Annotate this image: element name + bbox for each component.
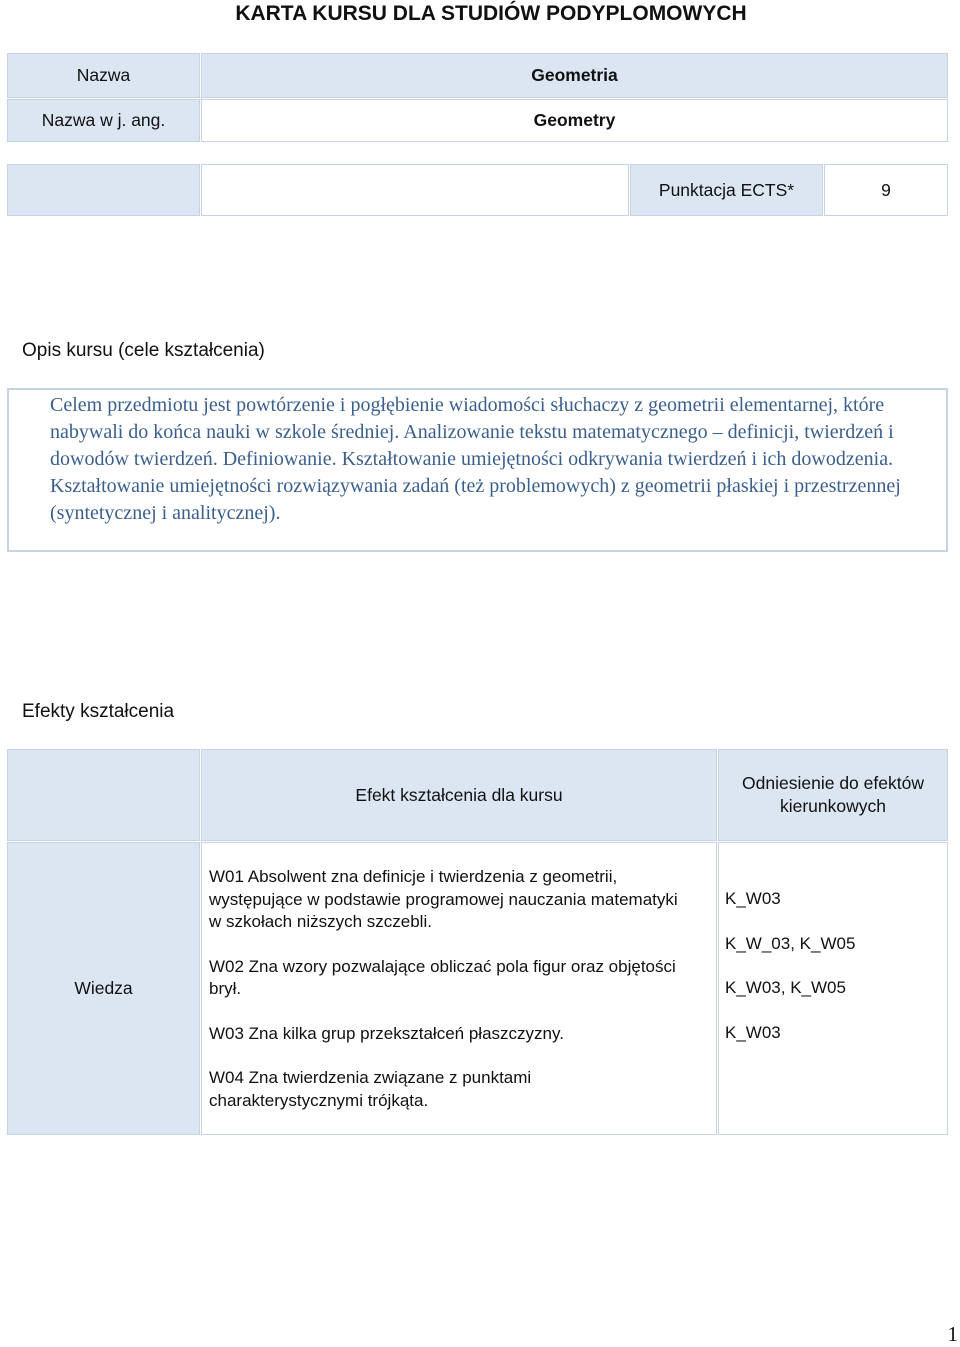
reference-item: K_W03 [725,889,781,908]
description-text-3: Kształtowanie umiejętności rozwiązywania zadań (też problemowych) z geometrii płaskiej i przestrzennej (syntetycznej i analitycznej). [50,475,901,524]
effects-list [201,842,717,1135]
description-box [7,388,948,552]
effect-item: W04 Zna twierdzenia związane z punktami charakterystycznymi trójkąta. [209,1068,532,1110]
ects-value: 9 [824,164,948,216]
effect-item: W03 Zna kilka grup przekształceń płaszczyzny. [209,1023,564,1043]
page-number: 1 [947,1322,958,1346]
course-name-value: Geometria [201,53,948,98]
effects-category: Wiedza [7,842,200,1135]
course-name-label: Nazwa [7,53,200,98]
effect-item: W01 Absolwent zna definicje i twierdzenia z geometrii, występujące w podstawie programowej nauczania matematyki w szkołach niższych szczebli. [209,867,678,931]
ects-spacer-cell [201,164,629,216]
references-list [718,842,948,1135]
effect-item: W02 Zna wzory pozwalające obliczać pola figur oraz objętości brył. [209,956,676,998]
ects-label: Punktacja ECTS* [630,164,823,216]
effects-heading: Efekty kształcenia [22,701,175,722]
reference-item: K_W03 [725,1022,781,1042]
effects-header-empty [7,749,200,841]
reference-item: K_W03, K_W05 [725,978,846,997]
page-title: KARTA KURSU DLA STUDIÓW PODYPLOMOWYCH [235,2,747,25]
effects-header-effect: Efekt kształcenia dla kursu [201,749,717,841]
description-heading: Opis kursu (cele kształcenia) [22,340,265,361]
description-text-2: Analizowanie tekstu matematycznego – definicji, twierdzeń i dowodów twierdzeń. Definiowanie. Kształtowanie umiejętności odkrywania twierdzeń i ich dowodzenia. [50,421,894,470]
reference-item: K_W_03, K_W05 [725,933,856,953]
course-name-en-value: Geometry [201,99,948,142]
ects-empty-cell [7,164,200,216]
effects-header-reference: Odniesienie do efektów kierunkowych [718,749,948,841]
course-name-en-label: Nazwa w j. ang. [7,99,200,142]
description-text-1: Celem przedmiotu jest powtórzenie i pogłębienie wiadomości słuchaczy z geometrii elementarnej, które nabywali do końca nauki w szkole średniej. [50,394,885,443]
